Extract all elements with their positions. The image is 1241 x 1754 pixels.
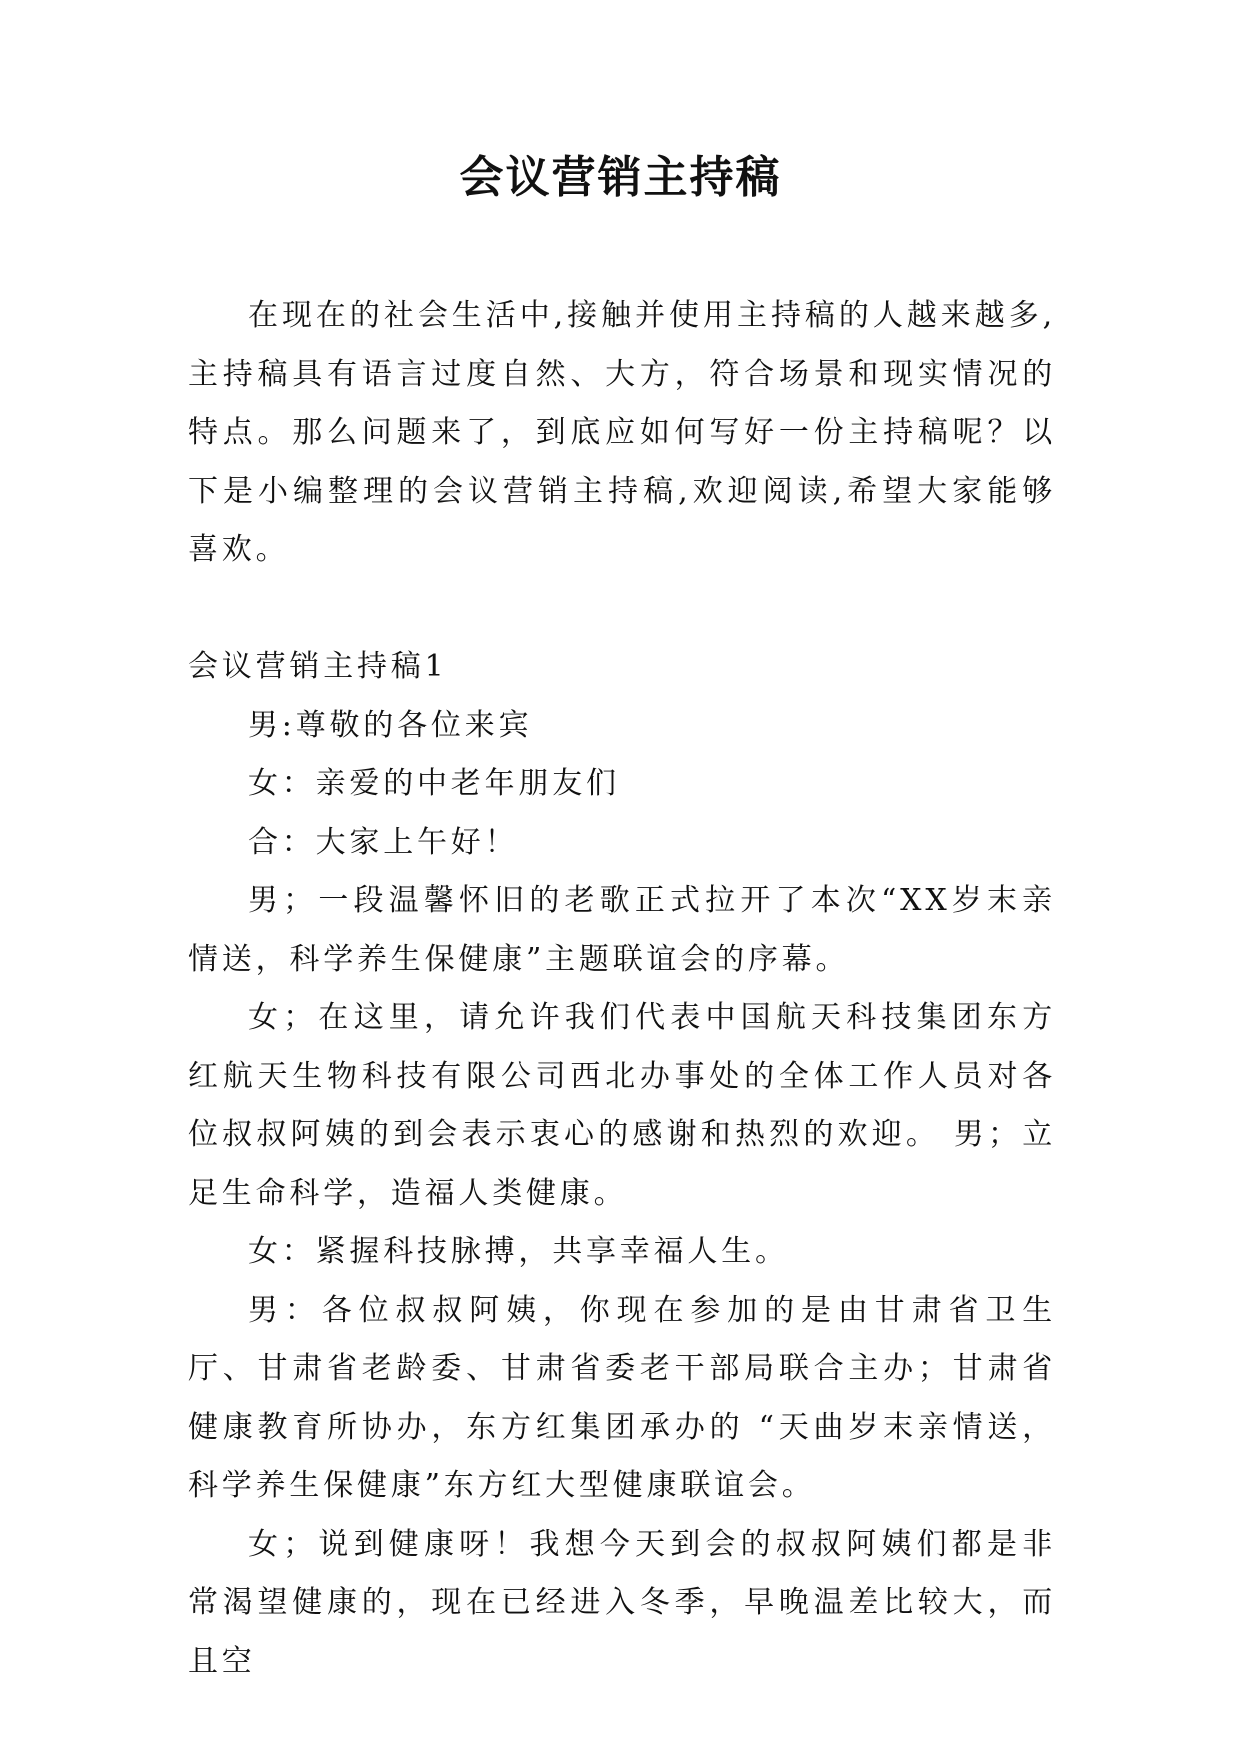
script-line-5: 女；在这里，请允许我们代表中国航天科技集团东方红航天生物科技有限公司西北办事处的全体工作人员对各位叔叔阿姨的到会表示衷心的感谢和热烈的欢迎。 男；立足生命科学，造福人类健康。: [188, 1000, 1056, 1211]
section-heading: 会议营销主持稿1: [188, 649, 448, 684]
paragraph-gap: [188, 580, 1056, 639]
document-title: 会议营销主持稿: [459, 152, 782, 203]
script-line-8: 女；说到健康呀！我想今天到会的叔叔阿姨们都是非常渴望健康的，现在已经进入冬季，早晚温差比较大，而且空: [188, 1526, 1056, 1679]
script-line-1: 男:尊敬的各位来宾: [248, 707, 533, 743]
script-line-3: 合：大家上午好！: [248, 824, 519, 860]
intro-paragraph: 在现在的社会生活中,接触并使用主持稿的人越来越多,主持稿具有语言过度自然、大方，符合场景和现实情况的特点。那么问题来了，到底应如何写好一份主持稿呢？以下是小编整理的会议营销主持稿,欢迎阅读,希望大家能够喜欢。: [188, 298, 1056, 567]
script-line-2: 女：亲爱的中老年朋友们: [248, 766, 620, 801]
script-line-7: 男：各位叔叔阿姨，你现在参加的是由甘肃省卫生厅、甘肃省老龄委、甘肃省委老干部局联合主办；甘肃省健康教育所协办，东方红集团承办的 “天曲岁末亲情送，科学养生保健康”东方红大型健康联谊会。: [188, 1292, 1056, 1503]
document-body: [188, 287, 1056, 1691]
script-line-6: 女：紧握科技脉搏，共享幸福人生。: [248, 1234, 789, 1269]
script-line-4: 男；一段温馨怀旧的老歌正式拉开了本次“XX岁末亲情送，科学养生保健康”主题联谊会的序幕。: [188, 883, 1056, 977]
